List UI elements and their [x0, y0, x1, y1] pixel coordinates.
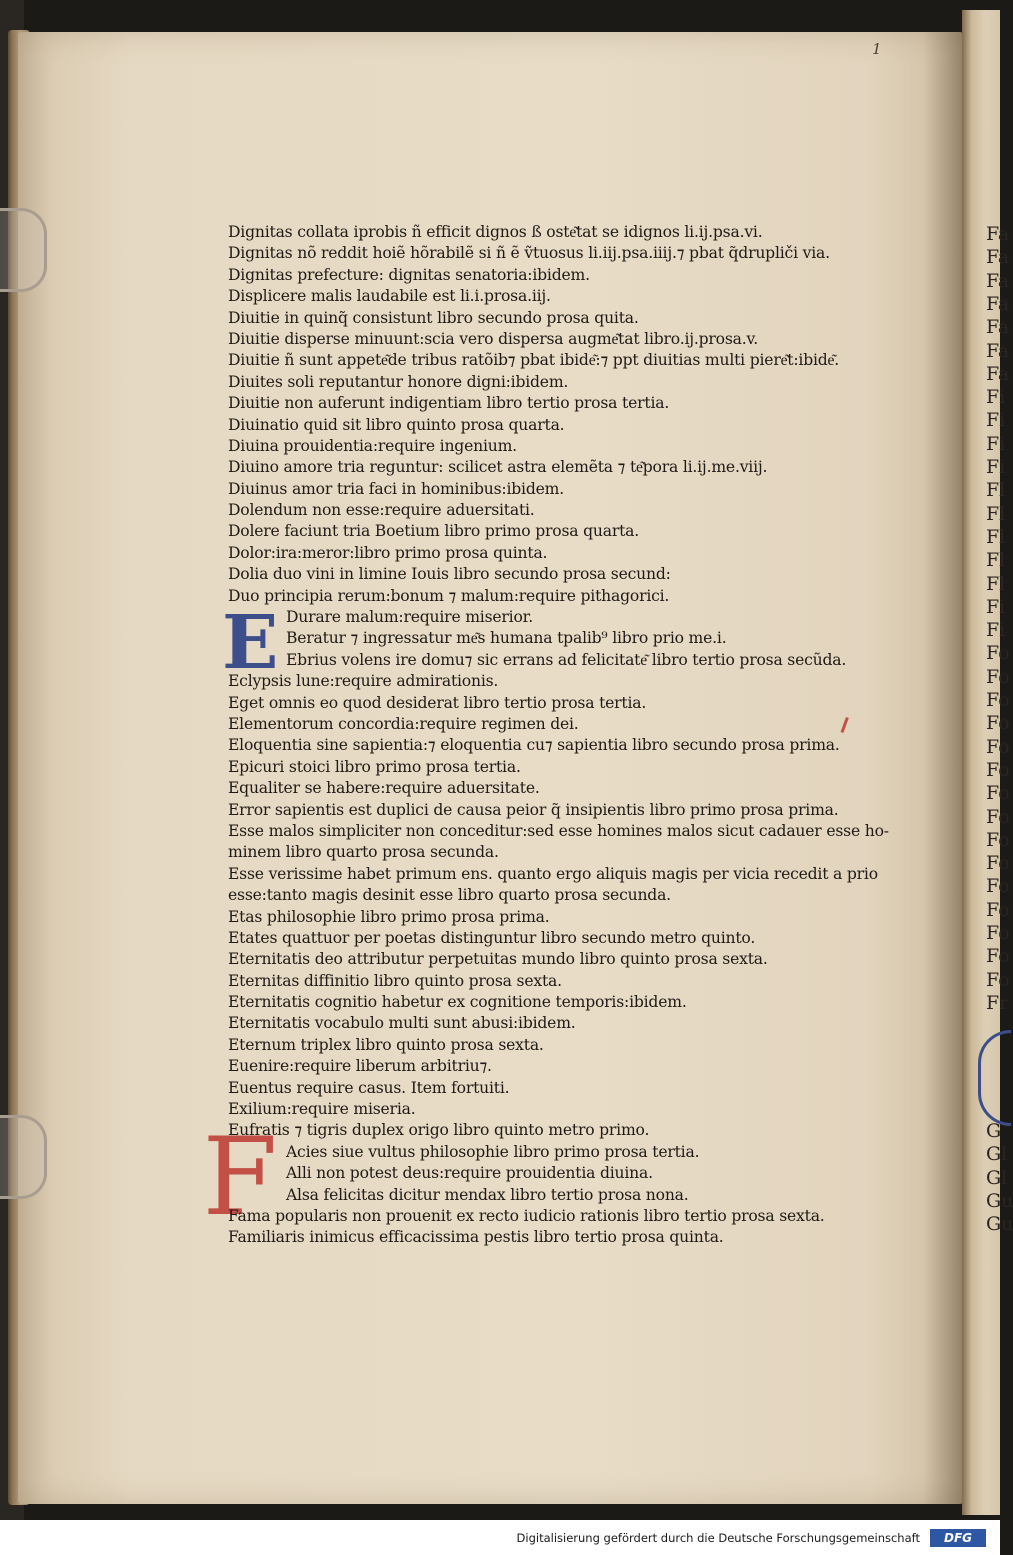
index-line: Etates quattuor per poetas distinguntur libro secundo metro quinto. — [228, 928, 756, 947]
index-line: Eufratis ⁊ tigris duplex origo libro quinto metro primo. — [228, 1121, 650, 1140]
page-fold-shadow — [923, 32, 963, 1504]
next-page-fragment: Fo — [986, 758, 1010, 781]
next-page-fragment: Fi — [986, 456, 1006, 478]
index-line: Diuitie disperse minuunt:scia vero dispersa augme͂tat libro.ij.prosa.v. — [228, 329, 759, 348]
folio-mark: 1 — [872, 40, 882, 58]
next-page-fragment: G — [986, 1120, 1002, 1142]
next-page-fragment: Fo — [986, 689, 1010, 711]
index-line: Beratur ⁊ ingressatur me͂s humana tpalib⁹ libro prio me.i. — [286, 629, 727, 648]
index-line: Eloquentia sine sapientia:⁊ eloquentia cu⁊ sapientia libro secundo prosa prima. — [228, 736, 840, 755]
index-line: Dolor:ira:meror:libro primo prosa quinta. — [228, 543, 548, 562]
index-line: Esse malos simpliciter non conceditur:sed esse homines malos sicut cadauer esse ho- — [228, 821, 889, 840]
next-page-fragment: Fo — [986, 712, 1010, 735]
next-page-fragment: Fr — [986, 991, 1009, 1014]
next-page-fragment: Fi — [986, 409, 1006, 432]
index-line: Etas philosophie libro primo prosa prima. — [228, 907, 550, 926]
index-line: Dignitas nõ reddit hoiẽ hõrabilẽ si ñ ẽ ṽtuosus li.iij.psa.iiij.⁊ pbat q̃drupliči via. — [228, 244, 830, 263]
index-line: minem libro quarto prosa secunda. — [228, 843, 499, 862]
index-line: Alsa felicitas dicitur mendax libro tertio prosa nona. — [286, 1185, 689, 1204]
index-line: Diuites soli reputantur honore digni:ibidem. — [228, 372, 569, 391]
next-page-fragment: Fo — [986, 665, 1010, 688]
index-line: Eternitatis cognitio habetur ex cognitione temporis:ibidem. — [228, 993, 687, 1012]
index-line: Dignitas collata iprobis ñ efficit dignos ß oste͂tat se idignos li.ij.psa.vi. — [228, 223, 763, 241]
index-line: Eternitatis vocabulo multi sunt abusi:ibidem. — [228, 1014, 576, 1033]
next-page-fragment: Gl — [986, 1166, 1008, 1189]
index-line: Eclypsis lune:require admirationis. — [228, 672, 499, 691]
next-page-fragment: Gu — [986, 1189, 1013, 1212]
next-page-fragment: Fl — [986, 479, 1006, 502]
next-page-fragment: Fl — [986, 502, 1006, 525]
index-text-block — [228, 222, 918, 1249]
next-page-fragment: Fi — [986, 619, 1006, 642]
next-page-fragment: Fo — [986, 782, 1010, 805]
next-page-fragment: Fo — [986, 922, 1010, 944]
footer-band — [0, 1520, 1000, 1555]
index-line: Exilium:require miseria. — [228, 1100, 416, 1119]
next-page-fragment: Fl — [986, 572, 1006, 595]
next-page-fragment: Fl — [986, 525, 1006, 548]
index-line: Diuitie ñ sunt appete͂de tribus ratõib⁊ pbat ibide͂:⁊ ppt diuitias multi piere͂t:ibide͂. — [228, 351, 840, 370]
next-page-fragment: Fa — [986, 246, 1010, 269]
index-line: Diuino amore tria reguntur: scilicet astra elemẽta ⁊ te͂pora li.ij.me.viij. — [228, 458, 768, 477]
footer-credit: Digitalisierung gefördert durch die Deutsche Forschungsgemeinschaft — [516, 1531, 920, 1545]
next-page-fragment: Fa — [986, 223, 1010, 245]
next-page-fragment: Gl — [986, 1143, 1008, 1166]
index-line: Elementorum concordia:require regimen dei. — [228, 714, 579, 733]
index-line: Dolia duo vini in limine Iouis libro secundo prosa secund: — [228, 565, 671, 584]
index-line: Fama popularis non prouenit ex recto iudicio rationis libro tertio prosa sexta. — [228, 1206, 825, 1225]
index-line: Durare malum:require miserior. — [286, 608, 533, 627]
next-page-fragment: Fa — [986, 292, 1010, 315]
dfg-logo: DFG — [930, 1529, 986, 1547]
index-line: Acies siue vultus philosophie libro primo prosa tertia. — [286, 1142, 700, 1161]
index-line: Esse verissime habet primum ens. quanto ergo aliquis magis per vicia recedit a prio — [228, 864, 878, 883]
scan-clip-top — [0, 208, 47, 292]
next-page-fragment: Fa — [986, 339, 1010, 362]
initial-letter-f: F — [202, 1115, 278, 1240]
index-line: Euentus require casus. Item fortuiti. — [228, 1078, 510, 1097]
next-page-fragment: Fo — [986, 968, 1010, 991]
index-line: Euenire:require liberum arbitriu⁊. — [228, 1057, 492, 1076]
index-line: Eget omnis eo quod desiderat libro tertio prosa tertia. — [228, 693, 647, 712]
next-page-fragment: Fo — [986, 642, 1010, 665]
next-page-fragment: Fa — [986, 269, 1010, 292]
next-page-fragment: Fo — [986, 805, 1010, 828]
index-line: Ebrius volens ire domu⁊ sic errans ad felicitate͂ libro tertio prosa secũda. — [286, 650, 847, 669]
index-line: Eternum triplex libro quinto prosa sexta. — [228, 1035, 544, 1054]
next-page-fragment: Fi — [986, 595, 1006, 618]
next-page-fragment: Fl — [986, 549, 1006, 572]
index-line: Error sapientis est duplici de causa peior q̃ insipientis libro primo prosa prima. — [228, 800, 839, 819]
index-line: Epicuri stoici libro primo prosa tertia. — [228, 757, 521, 776]
next-page-fragment: Fa — [986, 362, 1010, 385]
next-page-fragment: Fo — [986, 945, 1010, 968]
index-line: Diuina prouidentia:require ingenium. — [228, 436, 517, 455]
next-page-fragment: Fo — [986, 898, 1010, 921]
next-page-fragment: Fo — [986, 875, 1010, 898]
index-line: Dignitas prefecture: dignitas senatoria:ibidem. — [228, 265, 590, 284]
index-line: esse:tanto magis desinit esse libro quarto prosa secunda. — [228, 886, 671, 905]
index-line: Dolere faciunt tria Boetium libro primo prosa quarta. — [228, 522, 640, 541]
scan-clip-bottom — [0, 1115, 47, 1199]
next-page-fragment: Fi — [986, 386, 1006, 409]
next-page-initial-flourish — [978, 1030, 1011, 1126]
index-line: Equaliter se habere:require aduersitate. — [228, 779, 540, 798]
next-page-fragment: Fo — [986, 852, 1010, 875]
index-line: Alli non potest deus:require prouidentia diuina. — [286, 1164, 653, 1183]
index-line: Eternitatis deo attributur perpetuitas mundo libro quinto prosa sexta. — [228, 950, 768, 969]
next-page-fragment: Fo — [986, 735, 1010, 758]
index-line: Dolendum non esse:require aduersitati. — [228, 501, 535, 520]
next-page-fragment: Gu — [986, 1213, 1013, 1236]
index-line: Eternitas diffinitio libro quinto prosa sexta. — [228, 971, 562, 990]
next-page-fragment: Fa — [986, 316, 1010, 339]
index-line: Duo principia rerum:bonum ⁊ malum:require pithagorici. — [228, 586, 670, 605]
index-line: Diuinus amor tria faci in hominibus:ibidem. — [228, 479, 564, 498]
index-line: Diuitie in quinq̃ consistunt libro secundo prosa quita. — [228, 308, 639, 327]
index-line: Familiaris inimicus efficacissima pestis libro tertio prosa quinta. — [228, 1228, 724, 1247]
initial-letter-e: E — [222, 600, 279, 686]
next-page-fragment: Fo — [986, 828, 1010, 851]
index-line: Displicere malis laudabile est li.i.prosa.iij. — [228, 287, 551, 306]
index-line: Diuitie non auferunt indigentiam libro tertio prosa tertia. — [228, 394, 670, 413]
index-line: Diuinatio quid sit libro quinto prosa quarta. — [228, 415, 565, 434]
next-page-fragment: Fi — [986, 432, 1006, 455]
